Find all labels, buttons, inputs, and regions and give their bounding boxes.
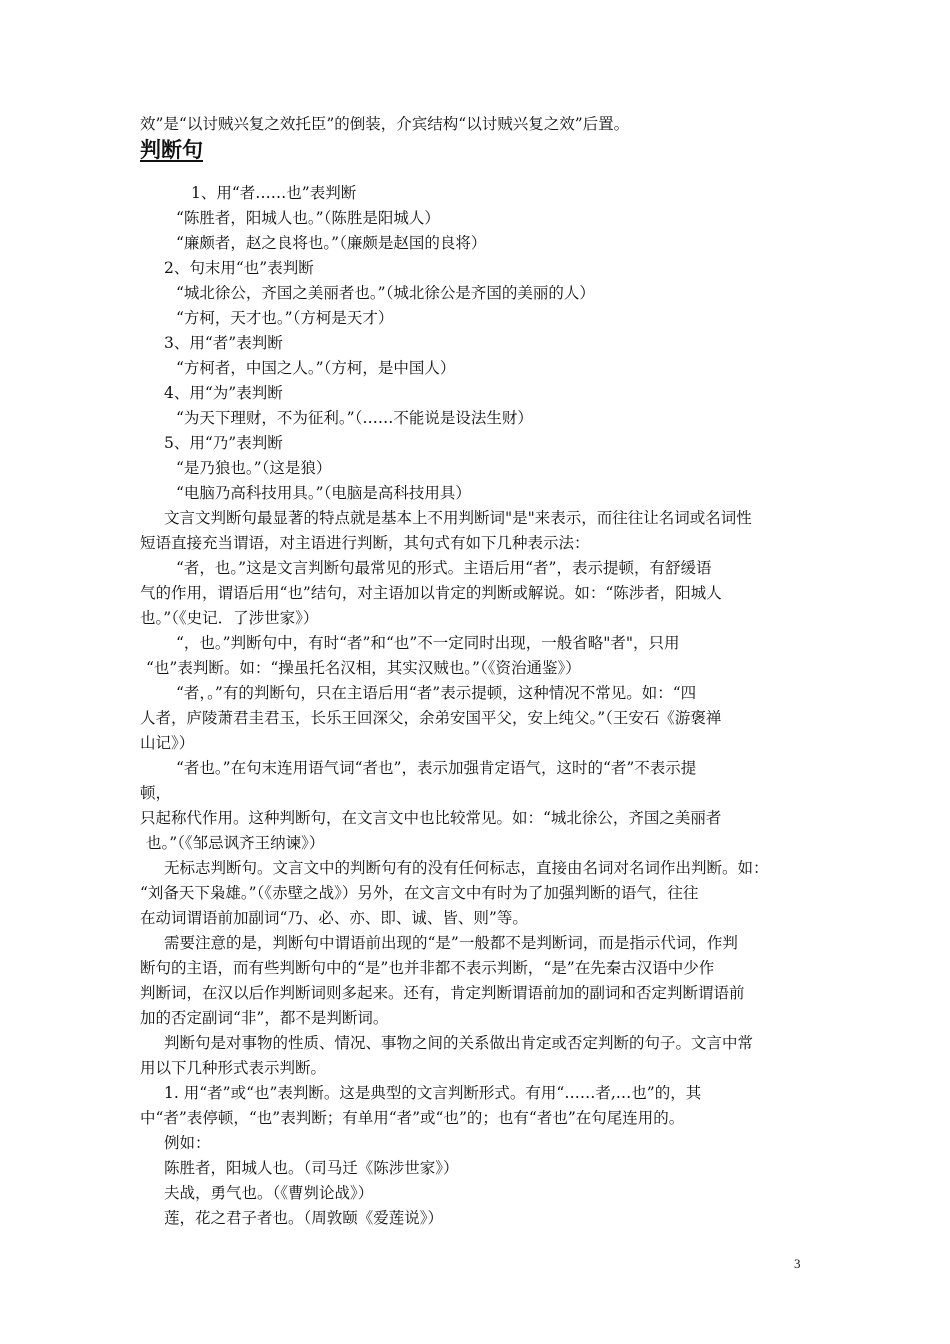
text-line: 判断词，在汉以后作判断词则多起来。还有，肯定判断谓语前加的副词和否定判断谓语前 xyxy=(140,984,745,1002)
text-line: “廉颇者，赵之良将也。”（廉颇是赵国的良将） xyxy=(176,234,487,252)
text-line: 加的否定副词“非”，都不是判断词。 xyxy=(140,1009,389,1027)
text-line: 气的作用，谓语后用“也”结句，对主语加以肯定的判断或解说。如：“陈涉者，阳城人 xyxy=(140,584,722,602)
text-line: 判断句是对事物的性质、情况、事物之间的关系做出肯定或否定判断的句子。文言中常 xyxy=(164,1034,754,1052)
text-line: 例如： xyxy=(164,1134,211,1152)
text-line: 莲，花之君子者也。（周敦颐《爱莲说》） xyxy=(164,1209,444,1227)
text-line: “城北徐公，齐国之美丽者也。”（城北徐公是齐国的美丽的人） xyxy=(176,284,595,302)
text-line: “刘备天下枭雄。”（《赤壁之战》）另外，在文言文中有时为了加强判断的语气，往往 xyxy=(140,884,699,902)
section-heading: 判断句 xyxy=(140,138,203,162)
text-line: 在动词谓语前加副词“乃、必、亦、即、诚、皆、则”等。 xyxy=(140,909,528,927)
text-line: “为天下理财，不为征利。”（……不能说是设法生财） xyxy=(176,409,533,427)
text-line: 3、用“者”表判断 xyxy=(164,334,283,352)
text-line: 用以下几种形式表示判断。 xyxy=(140,1059,327,1077)
text-line: “方柯，天才也。”（方柯是天才） xyxy=(176,309,394,327)
text-line: “陈胜者，阳城人也。”（陈胜是阳城人） xyxy=(176,209,440,227)
text-line: 也。”（《邹忌讽齐王纳谏》） xyxy=(146,834,325,852)
text-line: 1、用“者……也”表判断 xyxy=(191,184,357,202)
text-line: “也”表判断。如：“操虽托名汉相，其实汉贼也。”（《资治通鉴》） xyxy=(146,659,581,677)
text-line: 人者，庐陵萧君圭君玉，长乐王回深父，余弟安国平父，安上纯父。”（王安石《游褒禅 xyxy=(140,709,722,727)
text-line: 5、用“乃”表判断 xyxy=(164,434,283,452)
text-line: “电脑乃高科技用具。”（电脑是高科技用具） xyxy=(176,484,471,502)
text-line: 山记》） xyxy=(140,734,195,752)
text-line: 断句的主语，而有些判断句中的“是”也并非都不表示判断，“是”在先秦古汉语中少作 xyxy=(140,959,715,977)
text-line: “者也。”在句末连用语气词“者也”，表示加强肯定语气，这时的“者”不表示提 xyxy=(176,759,697,777)
text-line: 短语直接充当谓语，对主语进行判断，其句式有如下几种表示法： xyxy=(140,534,590,552)
text-line: 也。”（《史记．了涉世家》） xyxy=(140,609,319,627)
text-line: “是乃狼也。”（这是狼） xyxy=(176,459,332,477)
page-number: 3 xyxy=(794,1256,801,1271)
text-line: 陈胜者，阳城人也。（司马迁《陈涉世家》） xyxy=(164,1159,459,1177)
text-line: 4、用“为”表判断 xyxy=(164,384,283,402)
text-line: 中“者”表停顿，“也”表判断；有单用“者”或“也”的；也有“者也”在句尾连用的。 xyxy=(140,1109,685,1127)
text-line: 夫战，勇气也。（《曹刿论战》） xyxy=(164,1184,374,1202)
text-line: 2、句末用“也”表判断 xyxy=(164,259,314,277)
text-line: 效”是“以讨贼兴复之效托臣”的倒装，介宾结构“以讨贼兴复之效”后置。 xyxy=(140,115,630,133)
text-line: 无标志判断句。文言文中的判断句有的没有任何标志，直接由名词对名词作出判断。如： xyxy=(164,859,769,877)
text-line: 需要注意的是，判断句中谓语前出现的“是”一般都不是判断词，而是指示代词，作判 xyxy=(164,934,738,952)
text-line: 顿， xyxy=(140,784,172,802)
text-line: 只起称代作用。这种判断句，在文言文中也比较常见。如：“城北徐公，齐国之美丽者 xyxy=(140,809,722,827)
text-line: “者，也。”这是文言判断句最常见的形式。主语后用“者”，表示提顿，有舒缓语 xyxy=(176,559,712,577)
text-line: 1. 用“者”或“也”表判断。这是典型的文言判断形式。有用“……者,…也”的，其 xyxy=(164,1084,702,1102)
text-line: 文言文判断句最显著的特点就是基本上不用判断词"是"来表示，而往往让名词或名词性 xyxy=(164,509,752,527)
text-line: “者，。”有的判断句，只在主语后用“者”表示提顿，这种情况不常见。如：“四 xyxy=(176,684,697,702)
text-line: “，也。”判断句中，有时“者”和“也”不一定同时出现，一般省略"者"，只用 xyxy=(176,634,680,652)
text-line: “方柯者，中国之人。”（方柯，是中国人） xyxy=(176,359,456,377)
